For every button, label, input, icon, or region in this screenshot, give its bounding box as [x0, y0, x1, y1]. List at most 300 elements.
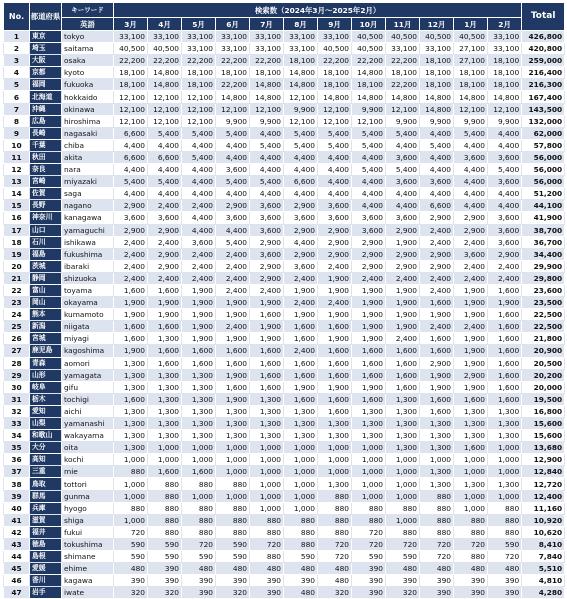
prefecture-name: 岩手 [30, 587, 62, 599]
monthly-volume: 4,400 [250, 164, 284, 176]
monthly-volume: 18,100 [488, 67, 522, 79]
monthly-volume: 33,100 [420, 43, 454, 55]
monthly-volume: 1,900 [318, 284, 352, 296]
table-row [4, 55, 565, 67]
row-number: 26 [4, 333, 30, 345]
keyword-english: ibaraki [62, 260, 114, 272]
monthly-volume: 480 [182, 563, 216, 575]
monthly-volume: 1,300 [420, 442, 454, 454]
monthly-volume: 720 [182, 538, 216, 550]
monthly-volume: 390 [420, 587, 454, 599]
row-number: 40 [4, 502, 30, 514]
monthly-volume: 2,400 [114, 248, 148, 260]
monthly-volume: 5,400 [114, 176, 148, 188]
monthly-volume: 2,900 [114, 224, 148, 236]
monthly-volume: 1,900 [216, 393, 250, 405]
monthly-volume: 1,900 [488, 297, 522, 309]
monthly-volume: 3,600 [386, 212, 420, 224]
monthly-volume: 4,400 [148, 139, 182, 151]
monthly-volume: 1,900 [114, 309, 148, 321]
monthly-volume: 4,400 [216, 139, 250, 151]
monthly-volume: 880 [454, 514, 488, 526]
table-row [4, 139, 565, 151]
monthly-volume: 1,300 [420, 466, 454, 478]
monthly-volume: 9,900 [386, 115, 420, 127]
total-volume: 36,700 [522, 236, 565, 248]
monthly-volume: 9,900 [454, 115, 488, 127]
row-number: 19 [4, 248, 30, 260]
monthly-volume: 22,200 [216, 55, 250, 67]
monthly-volume: 2,400 [114, 260, 148, 272]
monthly-volume: 880 [216, 478, 250, 490]
total-volume: 15,600 [522, 430, 565, 442]
monthly-volume: 390 [488, 587, 522, 599]
prefecture-name: 福島 [30, 248, 62, 260]
monthly-volume: 1,600 [386, 369, 420, 381]
monthly-volume: 2,900 [250, 236, 284, 248]
monthly-volume: 2,400 [386, 333, 420, 345]
monthly-volume: 1,300 [284, 418, 318, 430]
total-volume: 12,840 [522, 466, 565, 478]
monthly-volume: 18,100 [318, 79, 352, 91]
keyword-english: shimane [62, 551, 114, 563]
monthly-volume: 1,900 [182, 321, 216, 333]
table-row [4, 309, 565, 321]
monthly-volume: 5,400 [284, 127, 318, 139]
monthly-volume: 480 [114, 563, 148, 575]
monthly-volume: 1,000 [352, 466, 386, 478]
row-number: 17 [4, 224, 30, 236]
header-row [4, 3, 565, 18]
monthly-volume: 1,300 [216, 405, 250, 417]
monthly-volume: 33,100 [284, 43, 318, 55]
monthly-volume: 12,100 [114, 103, 148, 115]
monthly-volume: 1,000 [284, 466, 318, 478]
monthly-volume: 4,400 [284, 236, 318, 248]
monthly-volume: 1,600 [420, 405, 454, 417]
monthly-volume: 1,000 [216, 442, 250, 454]
monthly-volume: 1,300 [182, 369, 216, 381]
monthly-volume: 2,400 [148, 272, 182, 284]
monthly-volume: 12,100 [148, 115, 182, 127]
monthly-volume: 4,400 [386, 188, 420, 200]
row-number: 13 [4, 176, 30, 188]
table-row [4, 43, 565, 55]
monthly-volume: 1,000 [284, 502, 318, 514]
col-keyword-header [62, 3, 114, 18]
monthly-volume: 1,600 [148, 357, 182, 369]
monthly-volume: 2,900 [284, 224, 318, 236]
monthly-volume: 1,300 [148, 418, 182, 430]
monthly-volume: 1,600 [386, 381, 420, 393]
monthly-volume: 1,000 [284, 454, 318, 466]
table-row [4, 357, 565, 369]
total-volume: 10,920 [522, 514, 565, 526]
monthly-volume: 1,300 [318, 430, 352, 442]
monthly-volume: 320 [318, 587, 352, 599]
monthly-volume: 1,300 [114, 442, 148, 454]
monthly-volume: 590 [488, 538, 522, 550]
monthly-volume: 1,300 [386, 393, 420, 405]
monthly-volume: 390 [114, 575, 148, 587]
monthly-volume: 14,800 [386, 91, 420, 103]
monthly-volume: 3,600 [182, 236, 216, 248]
prefecture-name: 埼玉 [30, 43, 62, 55]
monthly-volume: 720 [114, 526, 148, 538]
monthly-volume: 4,400 [488, 188, 522, 200]
monthly-volume: 1,600 [420, 333, 454, 345]
monthly-volume: 1,000 [114, 478, 148, 490]
monthly-volume: 1,600 [114, 393, 148, 405]
monthly-volume: 22,200 [386, 55, 420, 67]
monthly-volume: 4,400 [318, 176, 352, 188]
total-volume: 56,000 [522, 164, 565, 176]
table-row [4, 200, 565, 212]
monthly-volume: 12,100 [284, 91, 318, 103]
keyword-english: saitama [62, 43, 114, 55]
monthly-volume: 1,300 [386, 418, 420, 430]
monthly-volume: 480 [250, 563, 284, 575]
monthly-volume: 2,400 [420, 224, 454, 236]
monthly-volume: 2,900 [488, 248, 522, 260]
monthly-volume: 2,400 [114, 272, 148, 284]
table-row [4, 164, 565, 176]
monthly-volume: 1,600 [318, 357, 352, 369]
prefecture-name: 徳島 [30, 538, 62, 550]
keyword-english: tokyo [62, 31, 114, 43]
search-volume-table [3, 2, 565, 599]
monthly-volume: 880 [352, 502, 386, 514]
monthly-volume: 14,800 [488, 91, 522, 103]
monthly-volume: 1,300 [352, 430, 386, 442]
monthly-volume: 2,400 [216, 272, 250, 284]
monthly-volume: 590 [352, 551, 386, 563]
monthly-volume: 1,600 [114, 284, 148, 296]
monthly-volume: 6,600 [114, 151, 148, 163]
monthly-volume: 1,600 [114, 333, 148, 345]
monthly-volume: 880 [148, 478, 182, 490]
monthly-volume: 3,600 [488, 151, 522, 163]
total-volume: 11,160 [522, 502, 565, 514]
monthly-volume: 1,300 [148, 369, 182, 381]
keyword-english: okinawa [62, 103, 114, 115]
monthly-volume: 590 [216, 538, 250, 550]
monthly-volume: 1,000 [250, 454, 284, 466]
prefecture-name: 京都 [30, 67, 62, 79]
monthly-volume: 1,000 [250, 478, 284, 490]
keyword-english: nara [62, 164, 114, 176]
month-header: 5月 [182, 18, 216, 31]
monthly-volume: 1,300 [114, 405, 148, 417]
monthly-volume: 4,400 [454, 176, 488, 188]
monthly-volume: 1,300 [250, 405, 284, 417]
monthly-volume: 1,300 [318, 418, 352, 430]
monthly-volume: 4,400 [454, 188, 488, 200]
table-row [4, 345, 565, 357]
monthly-volume: 14,800 [420, 103, 454, 115]
monthly-volume: 22,200 [250, 55, 284, 67]
prefecture-name: 広島 [30, 115, 62, 127]
monthly-volume: 14,800 [318, 91, 352, 103]
monthly-volume: 320 [114, 587, 148, 599]
monthly-volume: 1,000 [114, 454, 148, 466]
table-row [4, 188, 565, 200]
monthly-volume: 1,600 [488, 381, 522, 393]
prefecture-name: 新潟 [30, 321, 62, 333]
monthly-volume: 2,900 [420, 248, 454, 260]
monthly-volume: 880 [352, 514, 386, 526]
total-volume: 23,600 [522, 284, 565, 296]
row-number: 3 [4, 55, 30, 67]
month-header: 8月 [284, 18, 318, 31]
monthly-volume: 1,000 [386, 490, 420, 502]
monthly-volume: 1,900 [250, 333, 284, 345]
monthly-volume: 1,900 [216, 333, 250, 345]
monthly-volume: 880 [454, 526, 488, 538]
row-number: 28 [4, 357, 30, 369]
monthly-volume: 1,600 [488, 321, 522, 333]
row-number: 43 [4, 538, 30, 550]
total-volume: 5,510 [522, 563, 565, 575]
monthly-volume: 3,600 [216, 212, 250, 224]
row-number: 7 [4, 103, 30, 115]
monthly-volume: 18,100 [488, 79, 522, 91]
row-number: 11 [4, 151, 30, 163]
monthly-volume: 4,400 [250, 151, 284, 163]
prefecture-name: 福井 [30, 526, 62, 538]
monthly-volume: 880 [250, 551, 284, 563]
monthly-volume: 2,400 [182, 200, 216, 212]
monthly-volume: 5,400 [386, 127, 420, 139]
monthly-volume: 4,400 [352, 151, 386, 163]
monthly-volume: 2,900 [454, 224, 488, 236]
monthly-volume: 880 [250, 526, 284, 538]
monthly-volume: 3,600 [488, 236, 522, 248]
monthly-volume: 1,300 [216, 418, 250, 430]
monthly-volume: 1,000 [454, 490, 488, 502]
prefecture-name: 鹿児島 [30, 345, 62, 357]
monthly-volume: 4,400 [182, 164, 216, 176]
monthly-volume: 880 [318, 514, 352, 526]
monthly-volume: 14,800 [454, 91, 488, 103]
monthly-volume: 590 [182, 551, 216, 563]
monthly-volume: 5,400 [352, 127, 386, 139]
monthly-volume: 390 [148, 563, 182, 575]
row-number: 4 [4, 67, 30, 79]
monthly-volume: 18,100 [216, 67, 250, 79]
row-number: 9 [4, 127, 30, 139]
monthly-volume: 14,800 [250, 91, 284, 103]
monthly-volume: 5,400 [216, 176, 250, 188]
monthly-volume: 3,600 [352, 224, 386, 236]
table-row [4, 91, 565, 103]
monthly-volume: 5,400 [182, 127, 216, 139]
monthly-volume: 1,600 [488, 333, 522, 345]
monthly-volume: 880 [488, 514, 522, 526]
monthly-volume: 2,900 [318, 224, 352, 236]
keyword-english: nagano [62, 200, 114, 212]
prefecture-name: 三重 [30, 466, 62, 478]
monthly-volume: 9,900 [420, 115, 454, 127]
monthly-volume: 1,000 [352, 490, 386, 502]
monthly-volume: 2,900 [284, 248, 318, 260]
monthly-volume: 1,900 [250, 321, 284, 333]
prefecture-name: 富山 [30, 284, 62, 296]
total-volume: 7,840 [522, 551, 565, 563]
monthly-volume: 12,100 [352, 115, 386, 127]
prefecture-name: 宮崎 [30, 176, 62, 188]
monthly-volume: 1,300 [250, 393, 284, 405]
monthly-volume: 4,400 [284, 164, 318, 176]
monthly-volume: 5,400 [148, 127, 182, 139]
monthly-volume: 14,800 [148, 67, 182, 79]
monthly-volume: 1,300 [488, 430, 522, 442]
row-number: 31 [4, 393, 30, 405]
monthly-volume: 880 [420, 490, 454, 502]
monthly-volume: 40,500 [352, 31, 386, 43]
total-volume: 44,100 [522, 200, 565, 212]
monthly-volume: 4,400 [318, 188, 352, 200]
table-row [4, 430, 565, 442]
monthly-volume: 720 [352, 526, 386, 538]
monthly-volume: 1,600 [488, 284, 522, 296]
monthly-volume: 2,400 [284, 345, 318, 357]
monthly-volume: 2,900 [352, 260, 386, 272]
monthly-volume: 1,300 [114, 418, 148, 430]
row-number: 23 [4, 297, 30, 309]
monthly-volume: 1,900 [420, 369, 454, 381]
monthly-volume: 18,100 [182, 79, 216, 91]
monthly-volume: 18,100 [284, 55, 318, 67]
total-volume: 20,200 [522, 369, 565, 381]
monthly-volume: 1,600 [250, 369, 284, 381]
monthly-volume: 1,600 [284, 333, 318, 345]
monthly-volume: 880 [114, 466, 148, 478]
total-volume: 21,800 [522, 333, 565, 345]
monthly-volume: 1,900 [318, 309, 352, 321]
prefecture-name: 山梨 [30, 418, 62, 430]
monthly-volume: 480 [488, 563, 522, 575]
monthly-volume: 33,100 [216, 31, 250, 43]
monthly-volume: 720 [318, 538, 352, 550]
monthly-volume: 18,100 [420, 79, 454, 91]
monthly-volume: 2,900 [386, 260, 420, 272]
keyword-english: wakayama [62, 430, 114, 442]
monthly-volume: 1,300 [114, 369, 148, 381]
monthly-volume: 880 [148, 526, 182, 538]
monthly-volume: 1,600 [318, 345, 352, 357]
monthly-volume: 1,600 [182, 466, 216, 478]
monthly-volume: 1,900 [148, 297, 182, 309]
monthly-volume: 2,400 [114, 236, 148, 248]
prefecture-name: 和歌山 [30, 430, 62, 442]
monthly-volume: 590 [148, 551, 182, 563]
monthly-volume: 1,000 [216, 466, 250, 478]
monthly-volume: 4,400 [488, 139, 522, 151]
total-volume: 34,400 [522, 248, 565, 260]
monthly-volume: 33,100 [318, 31, 352, 43]
total-volume: 132,000 [522, 115, 565, 127]
monthly-volume: 1,000 [250, 502, 284, 514]
monthly-volume: 33,100 [182, 31, 216, 43]
total-volume: 12,720 [522, 478, 565, 490]
monthly-volume: 4,400 [148, 188, 182, 200]
monthly-volume: 1,000 [318, 454, 352, 466]
monthly-volume: 1,600 [148, 321, 182, 333]
monthly-volume: 880 [114, 502, 148, 514]
monthly-volume: 390 [386, 575, 420, 587]
monthly-volume: 40,500 [386, 31, 420, 43]
monthly-volume: 18,100 [386, 67, 420, 79]
monthly-volume: 1,300 [250, 430, 284, 442]
table-row [4, 514, 565, 526]
prefecture-name: 静岡 [30, 272, 62, 284]
row-number: 12 [4, 164, 30, 176]
monthly-volume: 3,600 [488, 176, 522, 188]
keyword-english: okayama [62, 297, 114, 309]
monthly-volume: 2,400 [420, 272, 454, 284]
monthly-volume: 3,600 [454, 151, 488, 163]
row-number: 32 [4, 405, 30, 417]
monthly-volume: 6,600 [114, 127, 148, 139]
monthly-volume: 1,600 [318, 369, 352, 381]
monthly-volume: 4,400 [216, 224, 250, 236]
monthly-volume: 2,400 [318, 260, 352, 272]
total-volume: 20,500 [522, 357, 565, 369]
total-volume: 420,800 [522, 43, 565, 55]
monthly-volume: 1,900 [216, 309, 250, 321]
monthly-volume: 1,600 [352, 345, 386, 357]
monthly-volume: 1,000 [114, 514, 148, 526]
monthly-volume: 18,100 [352, 79, 386, 91]
monthly-volume: 33,100 [182, 43, 216, 55]
keyword-english: shizuoka [62, 272, 114, 284]
monthly-volume: 720 [420, 538, 454, 550]
monthly-volume: 1,300 [454, 418, 488, 430]
monthly-volume: 1,600 [488, 369, 522, 381]
table-row [4, 151, 565, 163]
monthly-volume: 1,300 [488, 478, 522, 490]
monthly-volume: 12,100 [488, 103, 522, 115]
monthly-volume: 1,000 [488, 490, 522, 502]
table-row [4, 31, 565, 43]
monthly-volume: 880 [386, 502, 420, 514]
monthly-volume: 1,000 [148, 454, 182, 466]
monthly-volume: 1,900 [182, 309, 216, 321]
monthly-volume: 1,600 [454, 442, 488, 454]
monthly-volume: 590 [216, 551, 250, 563]
table-row [4, 284, 565, 296]
keyword-english: kagoshima [62, 345, 114, 357]
monthly-volume: 2,400 [182, 272, 216, 284]
total-volume: 12,400 [522, 490, 565, 502]
monthly-volume: 1,300 [352, 418, 386, 430]
table-row [4, 405, 565, 417]
prefecture-name: 愛知 [30, 405, 62, 417]
prefecture-name: 千葉 [30, 139, 62, 151]
monthly-volume: 4,400 [352, 176, 386, 188]
monthly-volume: 480 [318, 563, 352, 575]
monthly-volume: 4,400 [420, 188, 454, 200]
monthly-volume: 1,600 [454, 393, 488, 405]
monthly-volume: 5,400 [352, 164, 386, 176]
total-volume: 23,500 [522, 297, 565, 309]
monthly-volume: 12,100 [182, 91, 216, 103]
monthly-volume: 1,900 [386, 309, 420, 321]
keyword-english: tochigi [62, 393, 114, 405]
monthly-volume: 2,400 [148, 236, 182, 248]
monthly-volume: 1,900 [318, 333, 352, 345]
